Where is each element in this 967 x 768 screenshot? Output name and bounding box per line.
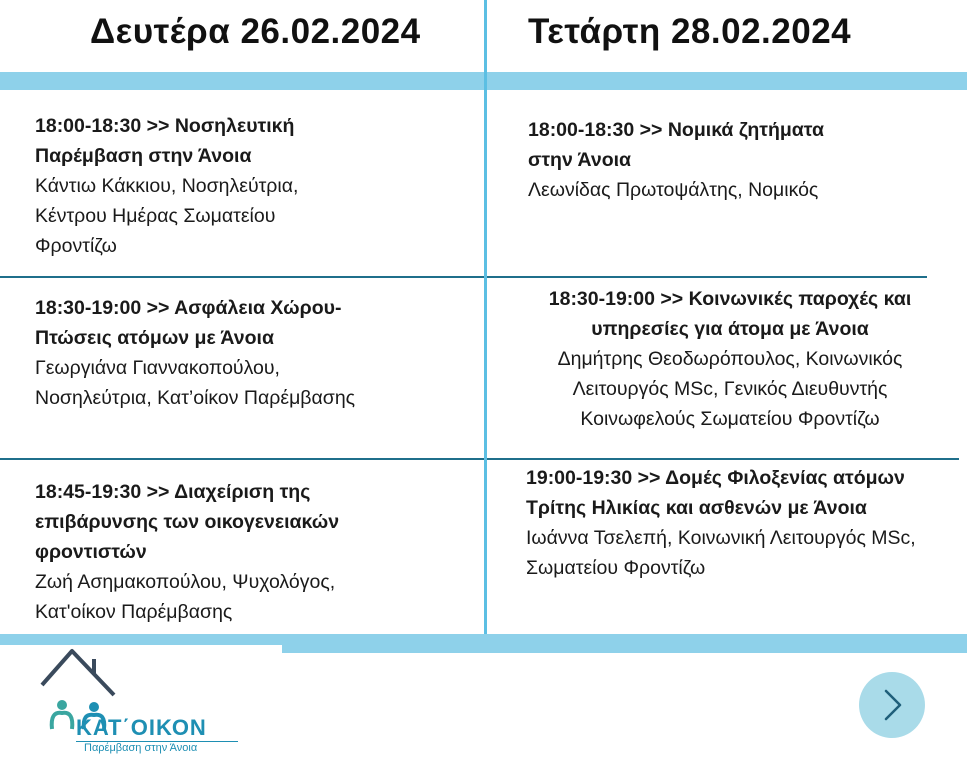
- session-monday-2: [35, 293, 395, 413]
- next-button[interactable]: [859, 672, 925, 738]
- session-title: 18:00-18:30 >> Νομικά ζητήματα στην Άνοια: [528, 119, 824, 171]
- session-speaker: Ιωάννα Τσελεπή, Κοινωνική Λειτουργός MSc, Σωματείου Φροντίζω: [526, 527, 916, 579]
- session-title: 18:30-19:00 >> Κοινωνικές παροχές και υπηρεσίες για άτομα με Άνοια: [548, 288, 912, 340]
- session-title: 18:30-19:00 >> Ασφάλεια Χώρου- Πτώσεις ατόμων με Άνοια: [35, 297, 342, 349]
- footer-band-extension: [282, 645, 967, 653]
- row-divider-right-1: [487, 276, 927, 278]
- day-heading-wednesday: Τετάρτη 28.02.2024: [528, 12, 852, 51]
- session-wednesday-3: [526, 463, 926, 583]
- session-title: 18:00-18:30 >> Νοσηλευτική Παρέμβαση στην Άνοια: [35, 115, 295, 167]
- logo-tagline: Παρέμβαση στην Άνοια: [84, 742, 198, 754]
- row-divider-left-2: [0, 458, 484, 460]
- row-divider-left-1: [0, 276, 484, 278]
- session-speaker: Γεωργιάνα Γιαννακοπούλου, Νοσηλεύτρια, Κατ’οίκον Παρέμβασης: [35, 357, 356, 409]
- logo: [36, 645, 266, 768]
- footer-band: [0, 634, 967, 645]
- row-divider-right-2: [487, 458, 959, 460]
- logo-underline: [76, 741, 238, 742]
- session-speaker: Κάντιω Κάκκιου, Νοσηλεύτρια, Κέντρου Ημέρας Σωματείου Φροντίζω: [35, 175, 299, 257]
- logo-name: ΚΑΤ΄ΟΙΚΟΝ: [76, 715, 207, 740]
- chevron-right-icon: [879, 688, 905, 722]
- day-heading-monday: Δευτέρα 26.02.2024: [90, 12, 421, 51]
- session-title: 18:45-19:30 >> Διαχείριση της επιβάρυνσης των οικογενειακών φροντιστών: [35, 481, 340, 563]
- session-wednesday-1: [528, 115, 863, 205]
- session-title: 19:00-19:30 >> Δομές Φιλοξενίας ατόμων Τρίτης Ηλικίας και ασθενών με Άνοια: [526, 467, 905, 519]
- session-monday-1: [35, 111, 345, 261]
- session-speaker: Δημήτρης Θεοδωρόπουλος, Κοινωνικός Λειτουργός MSc, Γενικός Διευθυντής Κοινωφελούς Σωματείου Φροντίζω: [557, 348, 903, 430]
- session-speaker: Ζωή Ασημακοπούλου, Ψυχολόγος, Κατ'οίκον Παρέμβασης: [35, 571, 336, 623]
- session-monday-3: [35, 477, 375, 627]
- session-wednesday-2: [520, 284, 940, 434]
- session-speaker: Λεωνίδας Πρωτοψάλτης, Νομικός: [528, 179, 819, 201]
- column-divider: [484, 0, 487, 636]
